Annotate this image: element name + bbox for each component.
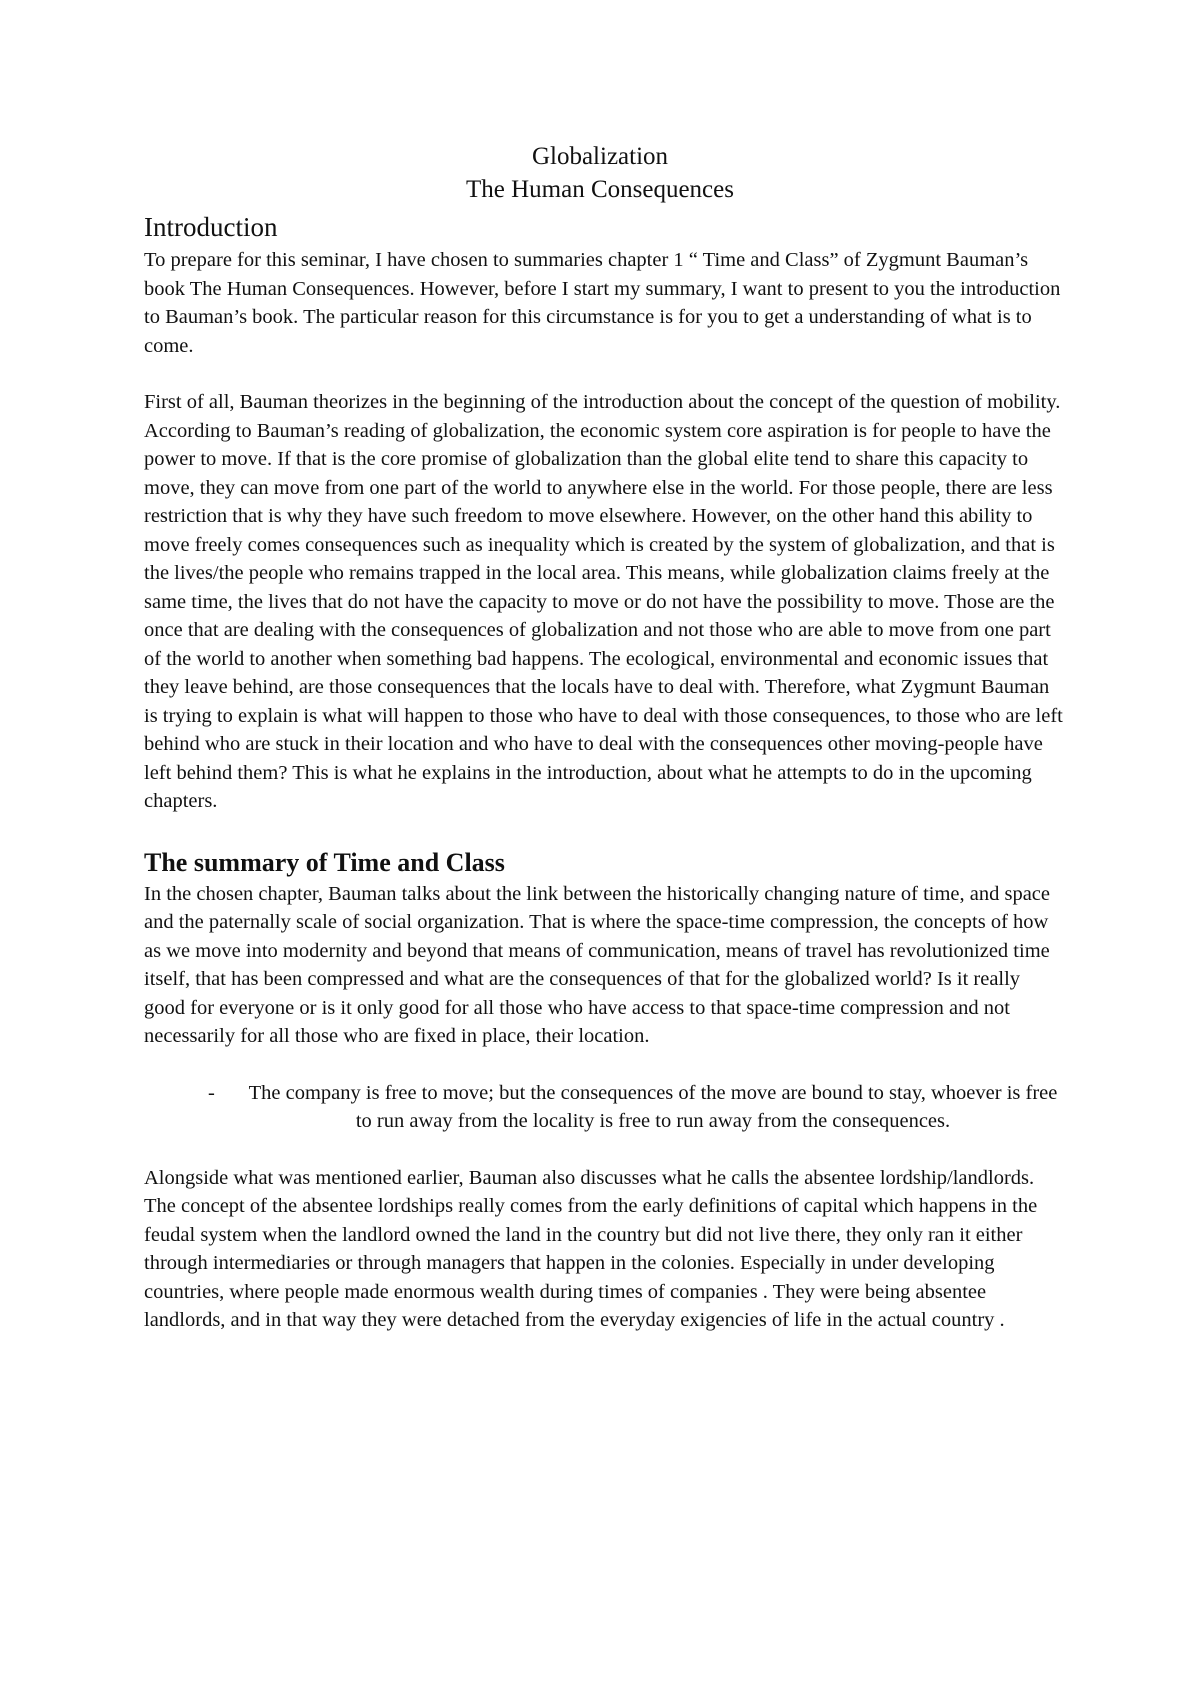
document-subtitle: The Human Consequences [466, 176, 734, 203]
summary-paragraph: In the chosen chapter, Bauman talks about the link between the historically changing nature of time, and space and the paternally scale of social organization. That is where the space-time compression, the concepts of how as we move into modernity and beyond that means of communication, means of travel has revolutionized time itself, that has been compressed and what are the consequences of that for the globalized world? Is it really good for everyone or is it only good for all those who have access to that space-time compression and not necessarily for all those who are fixed in place, their location. [144, 882, 1051, 1047]
intro-paragraph-1: To prepare for this seminar, I have chosen to summaries chapter 1 “ Time and Class” of Zygmunt Bauman’s book The Human Consequences. However, before I start my summary, I want to present to you the introduction to Bauman’s book. The particular reason for this circumstance is for you to get a understanding of what is to come. [144, 249, 1061, 357]
intro-paragraph-2: First of all, Bauman theorizes in the beginning of the introduction about the concept of the question of mobility. According to Bauman’s reading of globalization, the economic system core aspiration is for people to have the power to move. If that is the core promise of globalization than the global elite tend to share this capacity to move, they can move from one part of the world to anywhere else in the world. For those people, there are less restriction that is why they have such freedom to move elsewhere. However, on the other hand this ability to move freely comes consequences such as inequality which is created by the system of globalization, and that is the lives/the people who remains trapped in the local area. This means, while globalization claims freely at the same time, the lives that do not have the capacity to move or do not have the possibility to move. Those are the once that are dealing with the consequences of globalization and not those who are able to move from one part of the world to another when something bad happens. The ecological, environmental and economic issues that they leave behind, are those consequences that the locals have to deal with. Therefore, what Zygmunt Bauman is trying to explain is what will happen to those who have to deal with those consequences, to those who are left behind who are stuck in their location and who have to deal with the consequences other moving-people have left behind them? This is what he explains in the introduction, about what he attempts to do in the upcoming chapters. [144, 391, 1063, 812]
document-title: Globalization [531, 143, 669, 170]
quote-block [144, 1079, 1064, 1136]
document-body [144, 210, 1064, 1335]
closing-paragraph: Alongside what was mentioned earlier, Bauman also discusses what he calls the absentee lordship/landlords. The concept of the absentee lordships really comes from the early definitions of capital which happens in the feudal system when the landlord owned the land in the country but did not live there, they only ran it either through intermediaries or through managers that happen in the colonies. Especially in under developing countries, where people made enormous wealth during times of companies . They were being absentee landlords, and in that way they were detached from the everyday exigencies of life in the actual country . [144, 1166, 1038, 1331]
quote-text: The company is free to move; but the consequences of the move are bound to stay, whoever is free to run away from the locality is free to run away from the consequences. [248, 1081, 1058, 1132]
summary-heading: The summary of Time and Class [144, 847, 505, 877]
title-block [0, 140, 1200, 206]
quote-bullet-dash: - [208, 1081, 215, 1104]
introduction-heading: Introduction [144, 212, 278, 242]
